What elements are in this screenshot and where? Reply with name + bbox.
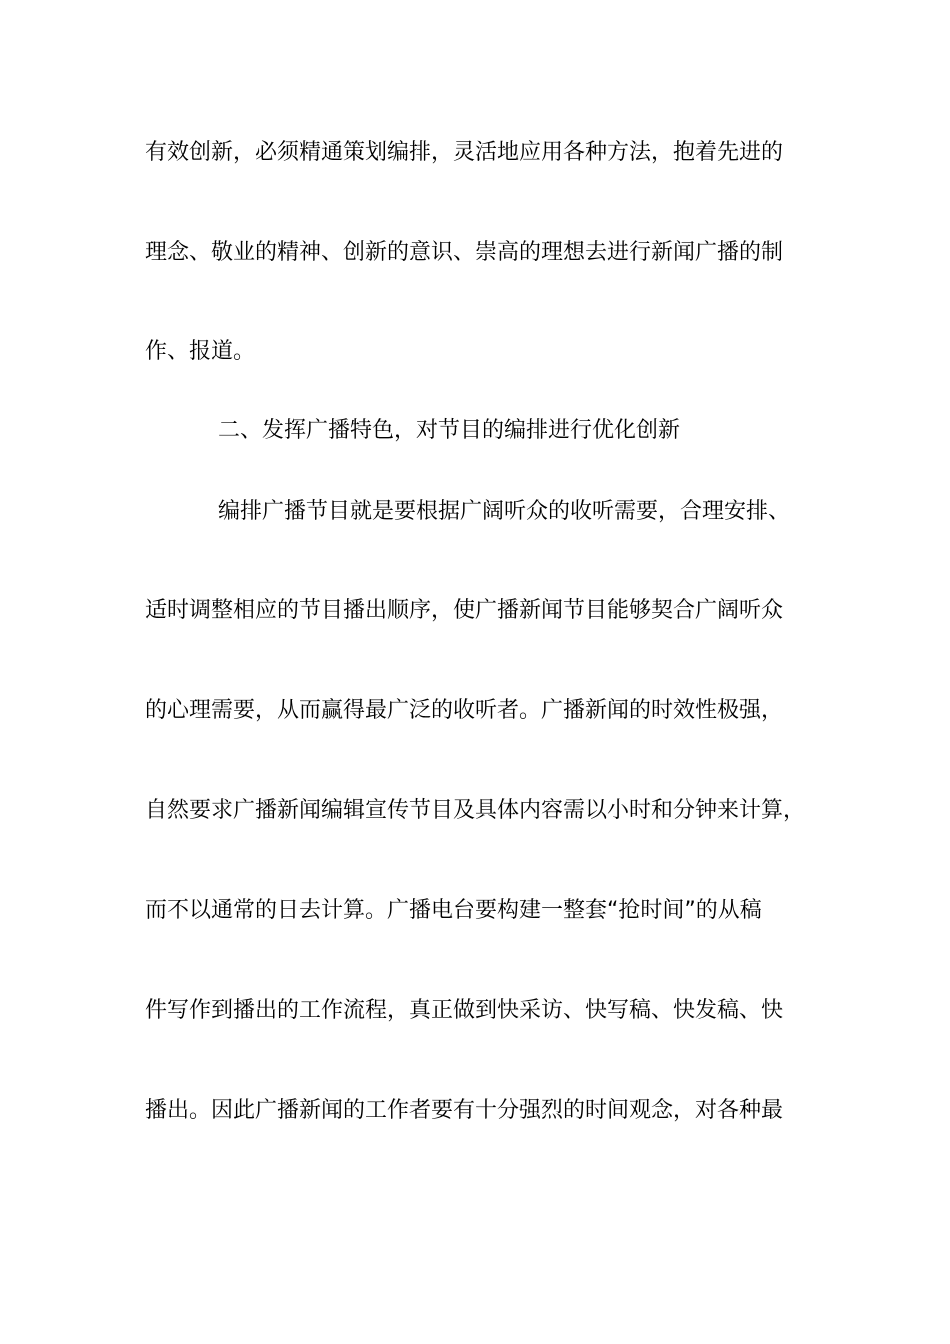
paragraph-line: 理念、敬业的精神、创新的意识、崇高的理想去进行新闻广播的制 — [145, 240, 784, 265]
section-heading: 二、发挥广播特色，对节目的编排进行优化创新 — [218, 418, 681, 443]
paragraph-line: 播出。因此广播新闻的工作者要有十分强烈的时间观念，对各种最 — [145, 1098, 784, 1123]
paragraph-line: 编排广播节目就是要根据广阔听众的收听需要，合理安排、 — [218, 499, 791, 524]
paragraph-line: 而不以通常的日去计算。广播电台要构建一整套“抢时间”的从稿 — [145, 898, 762, 923]
paragraph-line: 作、报道。 — [145, 339, 256, 364]
paragraph-line: 的心理需要，从而赢得最广泛的收听者。广播新闻的时效性极强， — [145, 698, 784, 723]
paragraph-line: 件写作到播出的工作流程，真正做到快采访、快写稿、快发稿、快 — [145, 998, 784, 1023]
paragraph-line: 适时调整相应的节目播出顺序，使广播新闻节目能够契合广阔听众 — [145, 598, 784, 623]
paragraph-line: 有效创新，必须精通策划编排，灵活地应用各种方法，抱着先进的 — [145, 140, 784, 165]
paragraph-line: 自然要求广播新闻编辑宣传节目及具体内容需以小时和分钟来计算， — [145, 798, 806, 823]
